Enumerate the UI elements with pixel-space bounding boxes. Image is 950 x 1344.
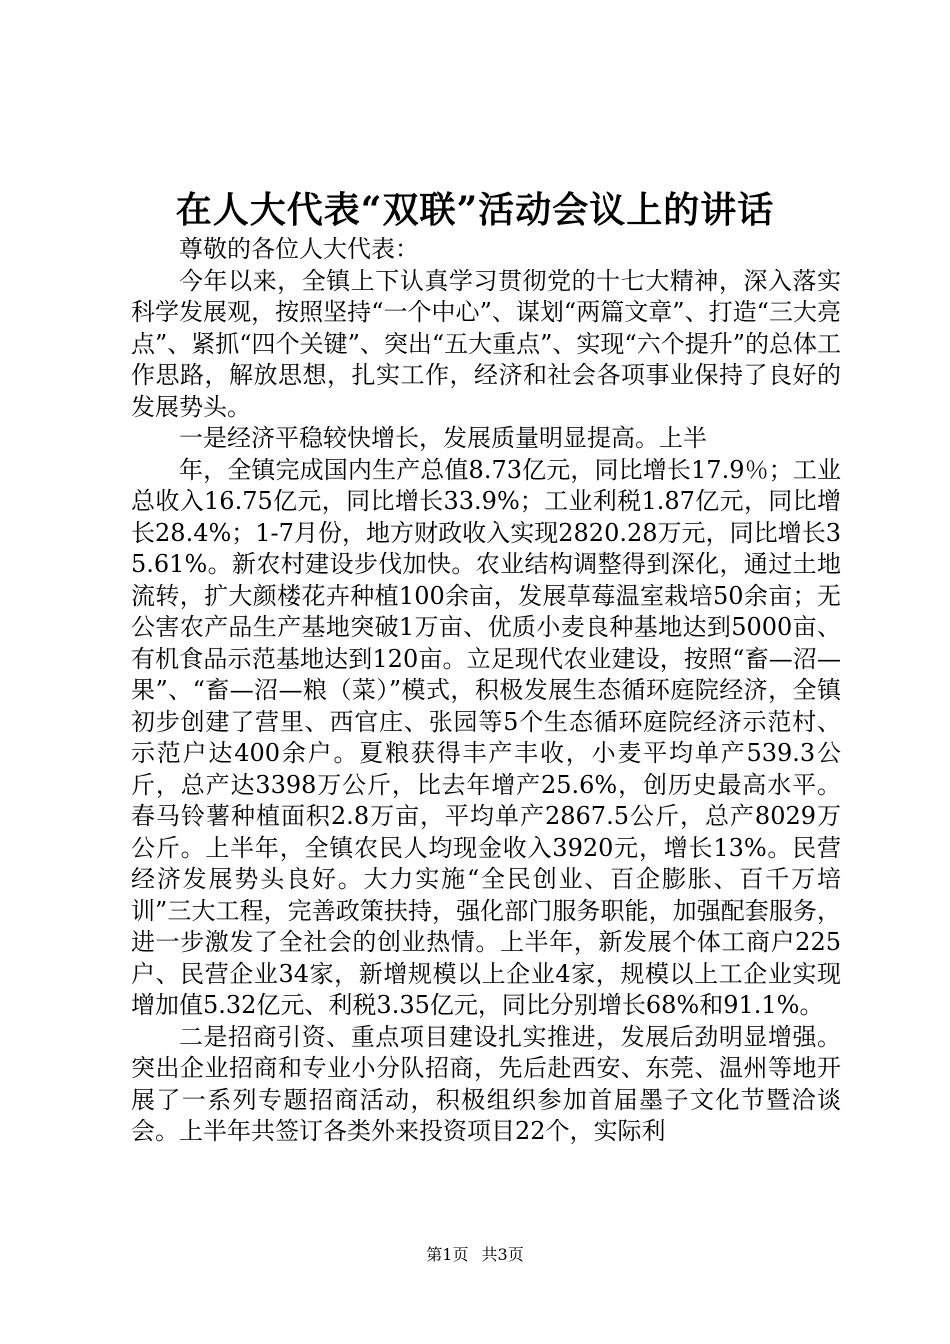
salutation: 尊敬的各位人大代表：	[179, 235, 419, 263]
paragraph-point-one-body: 年，全镇完成国内生产总值8.73亿元，同比增长17.9％；工业总收入16.75亿元，同比增长33.9%；工业利税1.87亿元，同比增长28.4%；1-7月份，地方财政收入实现2820.28万元，同比增长35.61%。新农村建设步伐加快。农业结构调整得到深化，通过土地流转，扩大颜楼花卉种植100余亩，发展草莓温室栽培50余亩；无公害农产品生产基地突破1万亩、优质小麦良种基地达到5000亩、有机食品示范基地达到120亩。立足现代农业建设，按照“畜—沼—果”、“畜—沼—粮（菜）”模式，积极发展生态循环庭院经济，全镇初步创建了营里、西官庄、张园等5个生态循环庭院经济示范村、示范户达400余户。夏粮获得丰产丰收，小麦平均单产539.3公斤，总产达3398万公斤，比去年增产25.6%，创历史最高水平。春马铃薯种植面积2.8万亩，平均单产2867.5公斤，总产8029万公斤。上半年，全镇农民人均现金收入3920元，增长13%。民营经济发展势头良好。大力实施“全民创业、百企膨胀、百千万培训”三大工程，完善政策扶持，强化部门服务职能，加强配套服务，进一步激发了全社会的创业热情。上半年，新发展个体工商户225户、民营企业34家，新增规模以上企业4家，规模以上工企业实现增加值5.32亿元、利税3.35亿元，同比分别增长68%和91.1%。	[131, 455, 841, 1019]
page-footer	[0, 1243, 950, 1267]
document-body	[131, 234, 841, 1148]
document-title: 在人大代表“双联”活动会议上的讲话	[175, 189, 775, 231]
page-total: 共3页	[481, 1245, 524, 1264]
page-number: 第1页	[426, 1245, 469, 1264]
paragraph-point-two: 二是招商引资、重点项目建设扎实推进，发展后劲明显增强。突出企业招商和专业小分队招商，先后赴西安、东莞、温州等地开展了一系列专题招商活动，积极组织参加首届墨子文化节暨洽谈会。上半年共签订各类外来投资项目22个，实际利	[131, 1022, 841, 1145]
paragraph-point-one-heading: 一是经济平稳较快增长，发展质量明显提高。上半	[179, 424, 707, 452]
paragraph-intro: 今年以来，全镇上下认真学习贯彻党的十七大精神，深入落实科学发展观，按照坚持“一个中心”、谋划“两篇文章”、打造“三大亮点”、紧抓“四个关键”、突出“五大重点”、实现“六个提升”的总体工作思路，解放思想，扎实工作，经济和社会各项事业保持了良好的发展势头。	[131, 266, 841, 421]
